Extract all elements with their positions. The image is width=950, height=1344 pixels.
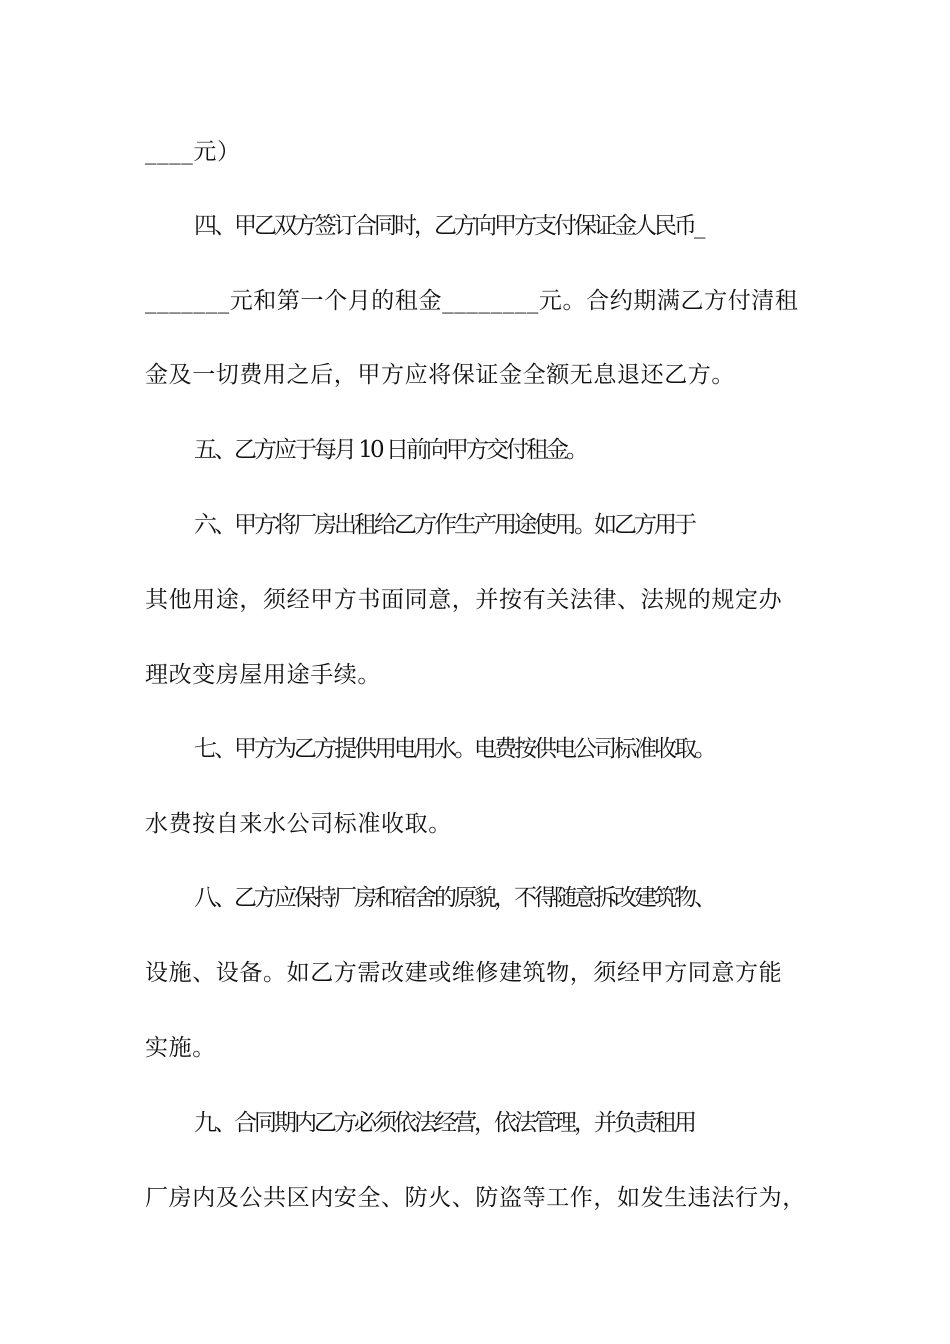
clause-8-line-2: 设施、设备。如乙方需改建或维修建筑物，须经甲方同意方能 [145,960,783,986]
clause-6-line-3: 理改变房屋用途手续。 [145,662,381,688]
clause-6-line-2: 其他用途，须经甲方书面同意，并按有关法律、法规的规定办 [145,587,783,613]
clause-9-line-2: 厂房内及公共区内安全、防火、防盗等工作，如发生违法行为， [145,1185,806,1211]
text-line-deposit-amount-end: ____元） [145,139,241,165]
clause-4-line-2: _______元和第一个月的租金________元。合约期满乙方付清租 [145,288,799,314]
clause-7-line-1: 七、甲方为乙方提供用电用水。电费按供电公司标准收取。 [194,736,714,762]
clause-8-line-1: 八、乙方应保持厂房和宿舍的原貌，不得随意拆改建筑物、 [194,885,714,911]
clause-8-line-3: 实施。 [145,1035,216,1061]
clause-5-line-1: 五、乙方应于每月 10 日前向甲方交付租金。 [194,437,586,463]
clause-4-line-1: 四、甲乙双方签订合同时，乙方向甲方支付保证金人民币_ [194,213,703,239]
clause-6-line-1: 六、甲方将厂房出租给乙方作生产用途使用。如乙方用于 [194,512,694,538]
clause-4-line-3: 金及一切费用之后，甲方应将保证金全额无息退还乙方。 [145,362,735,388]
clause-9-line-1: 九、合同期内乙方必须依法经营，依法管理，并负责租用 [194,1110,694,1136]
clause-7-line-2: 水费按自来水公司标准收取。 [145,811,452,837]
